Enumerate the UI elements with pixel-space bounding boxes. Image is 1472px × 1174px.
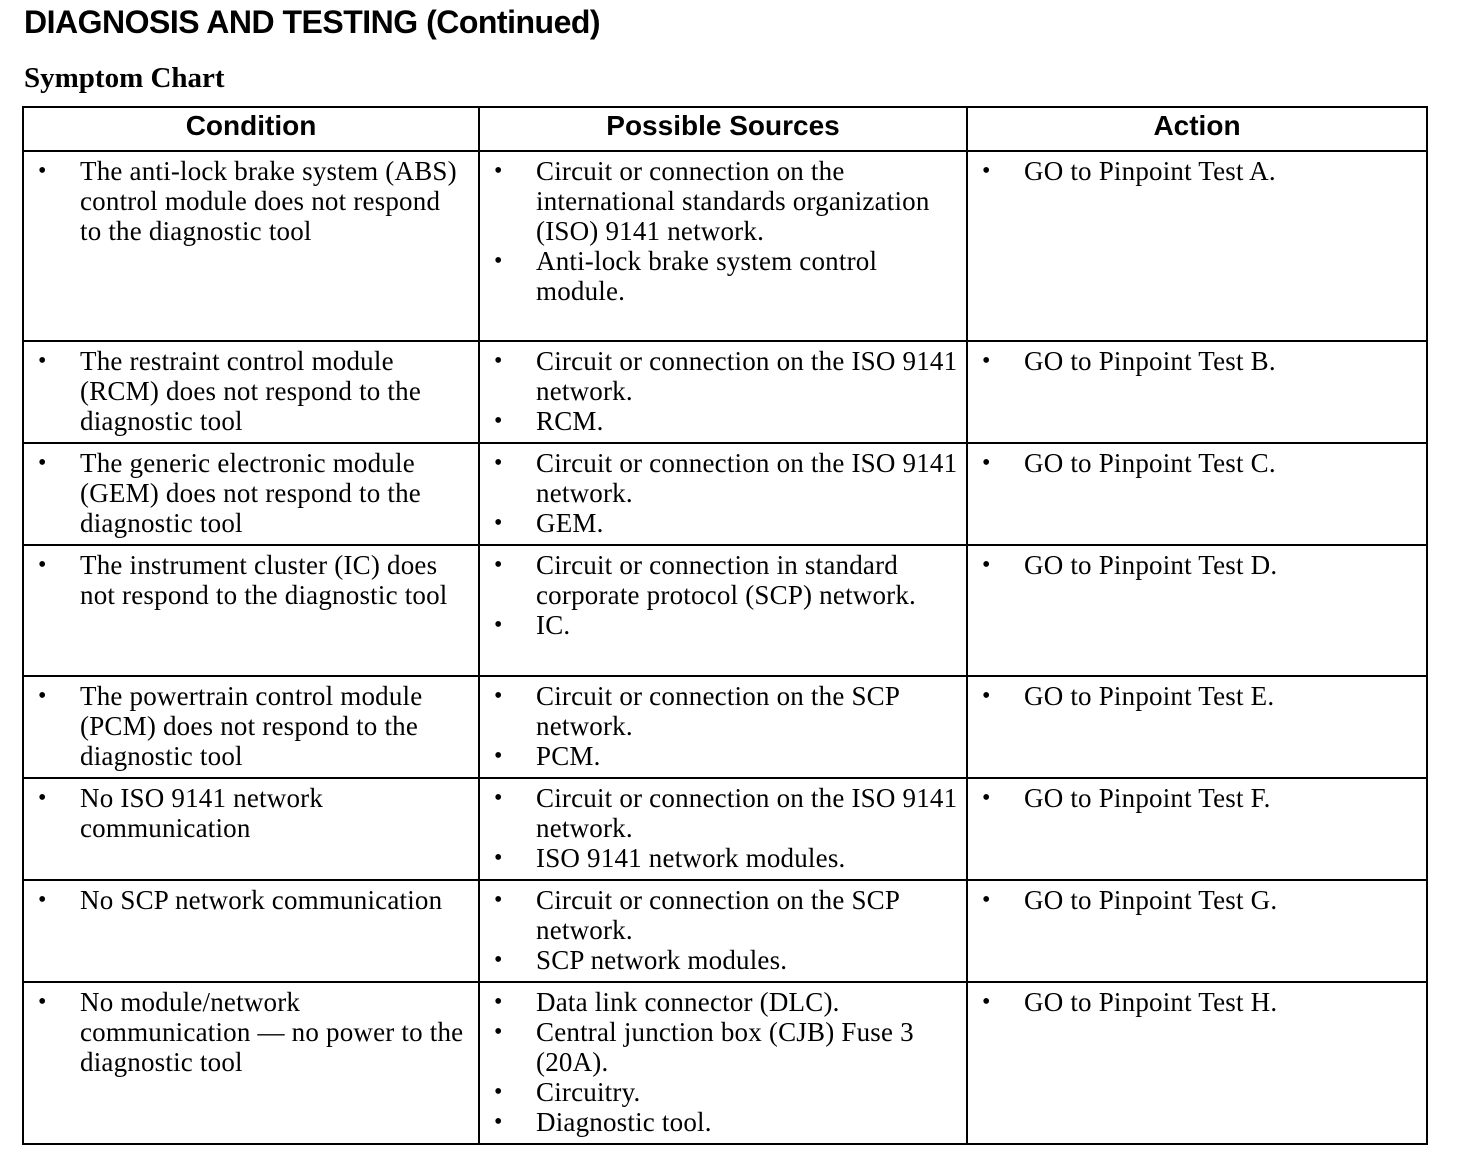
source-text: Anti-lock brake system control module.	[536, 246, 878, 306]
source-text: Circuitry.	[536, 1077, 641, 1107]
source-item	[490, 550, 960, 610]
bullet-icon: •	[38, 450, 47, 476]
bullet-icon: •	[982, 450, 991, 476]
source-item	[490, 987, 960, 1017]
table-header-row	[23, 107, 1427, 151]
bullet-icon: •	[38, 158, 47, 184]
action-text: GO to Pinpoint Test B.	[1024, 346, 1276, 376]
section-title: Symptom Chart	[24, 62, 225, 94]
action-cell	[967, 982, 1427, 1144]
source-text: RCM.	[536, 406, 604, 436]
action-item	[978, 885, 1420, 915]
source-item	[490, 681, 960, 741]
bullet-icon: •	[494, 552, 503, 578]
condition-item	[34, 987, 472, 1077]
action-text: GO to Pinpoint Test G.	[1024, 885, 1278, 915]
action-item	[978, 550, 1420, 580]
bullet-icon: •	[494, 1109, 503, 1135]
action-item	[978, 681, 1420, 711]
source-item	[490, 1017, 960, 1077]
action-cell	[967, 676, 1427, 778]
bullet-icon: •	[982, 989, 991, 1015]
bullet-icon: •	[494, 348, 503, 374]
condition-cell	[23, 880, 479, 982]
source-item	[490, 741, 960, 771]
condition-item	[34, 681, 472, 771]
source-item	[490, 406, 960, 436]
condition-cell	[23, 778, 479, 880]
condition-item	[34, 885, 472, 915]
column-header-possible-sources: Possible Sources	[479, 107, 967, 151]
page-title: DIAGNOSIS AND TESTING (Continued)	[24, 4, 601, 40]
possible-sources-cell	[479, 676, 967, 778]
condition-item	[34, 156, 472, 246]
source-item	[490, 885, 960, 945]
possible-sources-cell	[479, 151, 967, 341]
source-text: GEM.	[536, 508, 604, 538]
bullet-icon: •	[982, 552, 991, 578]
condition-cell	[23, 341, 479, 443]
bullet-icon: •	[38, 989, 47, 1015]
action-item	[978, 783, 1420, 813]
symptom-chart-table	[22, 106, 1428, 1145]
bullet-icon: •	[982, 348, 991, 374]
condition-cell	[23, 676, 479, 778]
condition-item	[34, 550, 472, 610]
bullet-icon: •	[494, 947, 503, 973]
bullet-icon: •	[494, 408, 503, 434]
condition-text: The generic electronic module (GEM) does not respond to the diagnostic tool	[80, 448, 421, 538]
source-item	[490, 945, 960, 975]
bullet-icon: •	[38, 785, 47, 811]
source-text: Circuit or connection on the ISO 9141 network.	[536, 783, 958, 843]
bullet-icon: •	[494, 612, 503, 638]
column-header-action: Action	[967, 107, 1427, 151]
column-header-condition: Condition	[23, 107, 479, 151]
bullet-icon: •	[494, 248, 503, 274]
bullet-icon: •	[38, 887, 47, 913]
action-cell	[967, 545, 1427, 676]
condition-cell	[23, 151, 479, 341]
action-cell	[967, 151, 1427, 341]
source-item	[490, 783, 960, 843]
bullet-icon: •	[494, 887, 503, 913]
condition-text: No ISO 9141 network communication	[80, 783, 324, 843]
bullet-icon: •	[494, 1019, 503, 1045]
condition-text: The anti-lock brake system (ABS) control module does not respond to the diagnostic tool	[80, 156, 457, 246]
action-text: GO to Pinpoint Test D.	[1024, 550, 1278, 580]
condition-cell	[23, 545, 479, 676]
action-item	[978, 987, 1420, 1017]
bullet-icon: •	[494, 1079, 503, 1105]
bullet-icon: •	[982, 887, 991, 913]
table-row	[23, 151, 1427, 341]
bullet-icon: •	[38, 348, 47, 374]
action-text: GO to Pinpoint Test E.	[1024, 681, 1275, 711]
bullet-icon: •	[494, 158, 503, 184]
bullet-icon: •	[494, 510, 503, 536]
action-text: GO to Pinpoint Test H.	[1024, 987, 1278, 1017]
condition-text: No SCP network communication	[80, 885, 443, 915]
source-text: PCM.	[536, 741, 601, 771]
source-text: ISO 9141 network modules.	[536, 843, 846, 873]
source-text: Diagnostic tool.	[536, 1107, 712, 1137]
table-body	[23, 151, 1427, 1144]
table-row	[23, 443, 1427, 545]
condition-cell	[23, 443, 479, 545]
source-text: SCP network modules.	[536, 945, 788, 975]
condition-item	[34, 448, 472, 538]
possible-sources-cell	[479, 880, 967, 982]
action-cell	[967, 443, 1427, 545]
condition-cell	[23, 982, 479, 1144]
condition-item	[34, 783, 472, 843]
condition-item	[34, 346, 472, 436]
action-text: GO to Pinpoint Test C.	[1024, 448, 1276, 478]
bullet-icon: •	[494, 683, 503, 709]
source-item	[490, 1077, 960, 1107]
action-cell	[967, 341, 1427, 443]
action-text: GO to Pinpoint Test A.	[1024, 156, 1276, 186]
bullet-icon: •	[982, 158, 991, 184]
source-item	[490, 246, 960, 306]
source-item	[490, 156, 960, 246]
source-text: Data link connector (DLC).	[536, 987, 840, 1017]
bullet-icon: •	[494, 450, 503, 476]
action-item	[978, 448, 1420, 478]
bullet-icon: •	[38, 552, 47, 578]
bullet-icon: •	[494, 845, 503, 871]
source-item	[490, 843, 960, 873]
source-item	[490, 508, 960, 538]
possible-sources-cell	[479, 982, 967, 1144]
source-text: Circuit or connection on the SCP network.	[536, 885, 900, 945]
possible-sources-cell	[479, 545, 967, 676]
action-item	[978, 346, 1420, 376]
action-text: GO to Pinpoint Test F.	[1024, 783, 1271, 813]
source-text: Central junction box (CJB) Fuse 3 (20A).	[536, 1017, 914, 1077]
source-text: Circuit or connection on the international standards organization (ISO) 9141 network.	[536, 156, 930, 246]
bullet-icon: •	[494, 785, 503, 811]
table-row	[23, 982, 1427, 1144]
condition-text: The instrument cluster (IC) does not respond to the diagnostic tool	[80, 550, 448, 610]
source-item	[490, 1107, 960, 1137]
possible-sources-cell	[479, 778, 967, 880]
possible-sources-cell	[479, 341, 967, 443]
condition-text: No module/network communication — no power to the diagnostic tool	[80, 987, 464, 1077]
action-cell	[967, 880, 1427, 982]
bullet-icon: •	[494, 743, 503, 769]
table-row	[23, 341, 1427, 443]
action-cell	[967, 778, 1427, 880]
source-item	[490, 610, 960, 640]
condition-text: The powertrain control module (PCM) does not respond to the diagnostic tool	[80, 681, 423, 771]
source-item	[490, 448, 960, 508]
source-text: Circuit or connection on the ISO 9141 network.	[536, 448, 958, 508]
source-item	[490, 346, 960, 406]
bullet-icon: •	[494, 989, 503, 1015]
source-text: IC.	[536, 610, 571, 640]
source-text: Circuit or connection in standard corporate protocol (SCP) network.	[536, 550, 917, 610]
table-row	[23, 676, 1427, 778]
source-text: Circuit or connection on the ISO 9141 network.	[536, 346, 958, 406]
source-text: Circuit or connection on the SCP network.	[536, 681, 900, 741]
possible-sources-cell	[479, 443, 967, 545]
table-row	[23, 545, 1427, 676]
bullet-icon: •	[982, 683, 991, 709]
bullet-icon: •	[38, 683, 47, 709]
table-row	[23, 778, 1427, 880]
bullet-icon: •	[982, 785, 991, 811]
condition-text: The restraint control module (RCM) does not respond to the diagnostic tool	[80, 346, 422, 436]
action-item	[978, 156, 1420, 186]
table-row	[23, 880, 1427, 982]
